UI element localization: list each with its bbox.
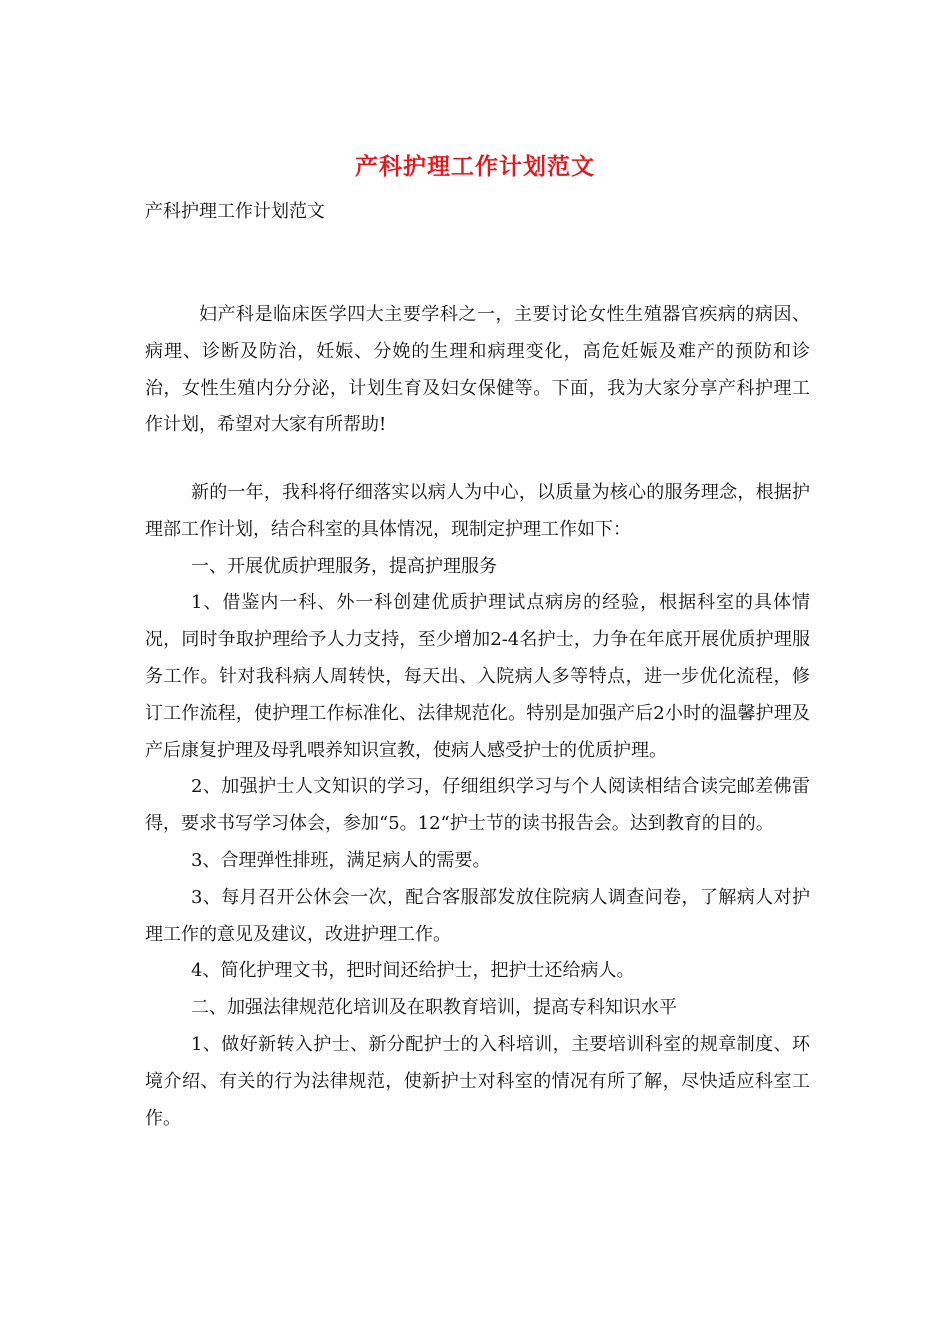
body-paragraph: 新的一年，我科将仔细落实以病人为中心，以质量为核心的服务理念，根据护理部工作计划，结合科室的具体情况，现制定护理工作如下： [145, 482, 810, 540]
main-body [145, 475, 810, 1137]
intro-block [145, 297, 810, 444]
body-paragraph: 3、合理弹性排班，满足病人的需要。 [191, 849, 491, 871]
document-subtitle: 产科护理工作计划范文 [145, 201, 325, 222]
document-title: 产科护理工作计划范文 [355, 153, 595, 180]
body-paragraph: 4、简化护理文书，把时间还给护士，把护士还给病人。 [191, 960, 635, 982]
body-paragraph: 3、每月召开公休会一次，配合客服部发放住院病人调查问卷，了解病人对护理工作的意见及建议，改进护理工作。 [145, 886, 810, 945]
section-heading: 二、加强法律规范化培训及在职教育培训，提高专科知识水平 [191, 997, 677, 1019]
body-paragraph: 2、加强护士人文知识的学习，仔细组织学习与个人阅读相结合读完邮差佛雷得，要求书写学习体会，参加“5。12“护士节的读书报告会。达到教育的目的。 [145, 776, 810, 835]
body-paragraph: 1、借鉴内一科、外一科创建优质护理试点病房的经验，根据科室的具体情况，同时争取护理给予人力支持，至少增加2-4名护士，力争在年底开展优质护理服务工作。针对我科病人周转快，每天出、入院病人多等特点，进一步优化流程，修订工作流程，使护理工作标准化、法律规范化。特别是加强产后2小时的温馨护理及产后康复护理及母乳喂养知识宣教，使病人感受护士的优质护理。 [145, 592, 810, 761]
body-paragraph: 1、做好新转入护士、新分配护士的入科培训，主要培训科室的规章制度、环境介绍、有关的行为法律规范，使新护士对科室的情况有所了解，尽快适应科室工作。 [145, 1033, 810, 1129]
section-heading: 一、开展优质护理服务，提高护理服务 [191, 555, 497, 577]
intro-paragraph: 妇产科是临床医学四大主要学科之一，主要讨论女性生殖器官疾病的病因、病理、诊断及防治，妊娠、分娩的生理和病理变化，高危妊娠及难产的预防和诊治，女性生殖内分分泌，计划生育及妇女保健等。下面，我为大家分享产科护理工作计划，希望对大家有所帮助! [145, 304, 810, 436]
